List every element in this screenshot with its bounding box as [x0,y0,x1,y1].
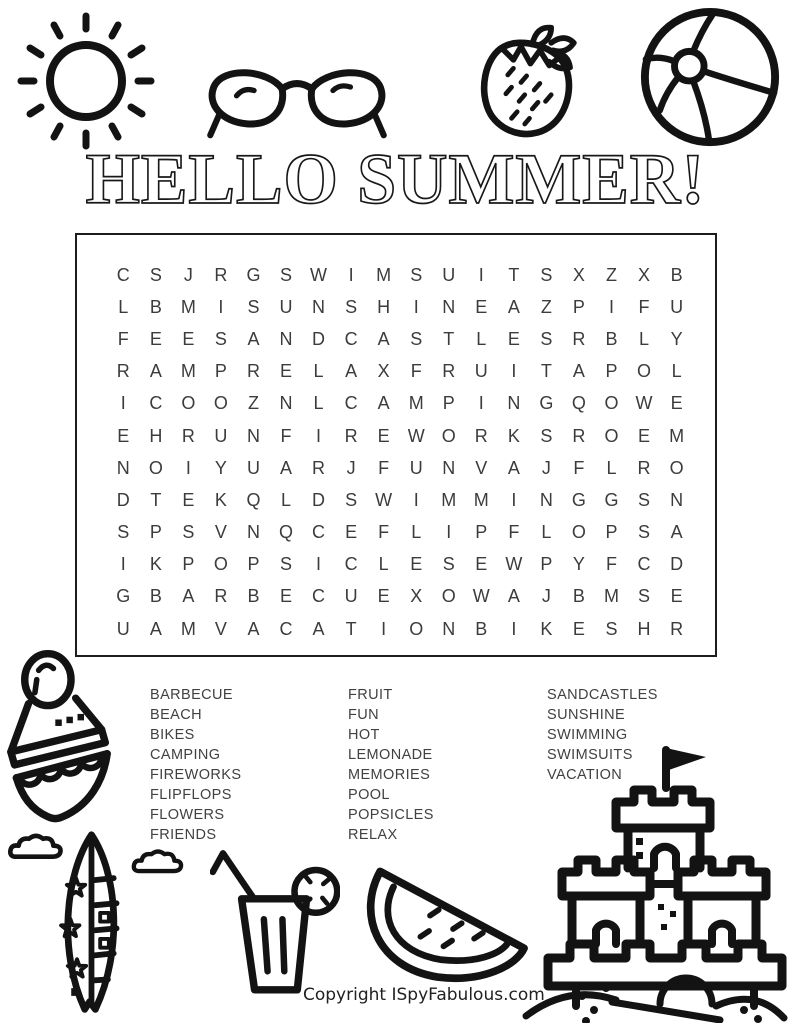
grid-letter: K [214,489,227,510]
word-item: SANDCASTLES [547,687,658,703]
grid-letter: F [605,554,617,575]
grid-letter: E [149,328,162,349]
grid-letter: Y [214,457,227,478]
grid-letter: L [313,361,324,382]
grid-letter: A [280,457,293,478]
grid-letter: W [472,586,490,607]
grid-letter: E [345,522,358,543]
grid-letter: F [638,296,650,317]
grid-letter: C [344,393,358,414]
grid-letter: O [181,393,196,414]
grid-letter: J [541,586,551,607]
word-item: RELAX [348,827,398,843]
grid-letter: G [571,489,586,510]
grid-letter: P [214,361,227,382]
grid-letter: O [213,554,228,575]
word-item: CAMPING [150,747,221,763]
word-item: FUN [348,707,380,723]
word-item: SWIMMING [547,727,628,743]
grid-letter: I [120,393,126,414]
grid-letter: Q [246,489,261,510]
grid-letter: N [442,457,456,478]
grid-letter: T [150,489,162,510]
grid-letter: W [505,554,523,575]
grid-letter: B [475,618,488,639]
grid-letter: U [116,618,130,639]
grid-letter: I [381,618,387,639]
grid-letter: I [446,522,452,543]
grid-letter: G [116,586,131,607]
watermelon-icon [353,858,531,1002]
grid-letter: P [182,554,195,575]
grid-letter: U [344,586,358,607]
grid-letter: A [572,361,585,382]
grid-letter: E [475,296,488,317]
word-item: FLIPFLOPS [150,787,232,803]
grid-letter: A [507,586,520,607]
grid-letter: J [346,457,356,478]
grid-letter: S [280,264,293,285]
grid-letter: C [344,554,358,575]
grid-letter: C [116,264,130,285]
grid-letter: L [671,361,682,382]
grid-letter: C [312,586,326,607]
grid-letter: E [280,361,293,382]
grid-letter: E [377,586,390,607]
grid-letter: A [507,296,520,317]
grid-letter: E [475,554,488,575]
grid-letter: A [182,586,195,607]
word-item: BARBECUE [150,687,233,703]
grid-letter: D [670,554,684,575]
grid-letter: S [117,522,130,543]
grid-letter: F [508,522,520,543]
grid-letter: B [149,296,162,317]
grid-letter: F [280,425,292,446]
grid-letter: B [605,328,618,349]
grid-letter: D [116,489,130,510]
grid-letter: W [375,489,393,510]
grid-letter: J [183,264,193,285]
grid-letter: R [670,618,684,639]
grid-letter: Y [572,554,585,575]
grid-letter: I [316,425,322,446]
grid-letter: A [247,328,260,349]
grid-letter: I [511,618,517,639]
grid-letter: E [182,328,195,349]
grid-letter: A [149,618,162,639]
grid-letter: N [116,457,130,478]
grid-letter: X [638,264,651,285]
grid-letter: I [120,554,126,575]
grid-letter: U [214,425,228,446]
grid-letter: S [410,264,423,285]
grid-letter: L [313,393,324,414]
word-item: FIREWORKS [150,767,242,783]
grid-letter: A [507,457,520,478]
grid-letter: G [246,264,261,285]
grid-letter: F [378,457,390,478]
grid-letter: W [635,393,653,414]
word-item: HOT [348,727,380,743]
grid-letter: S [149,264,162,285]
grid-letter: U [409,457,423,478]
grid-letter: S [280,554,293,575]
word-item: FLOWERS [150,807,225,823]
grid-letter: R [246,361,260,382]
grid-letter: I [511,489,517,510]
grid-letter: L [411,522,422,543]
grid-letter: S [638,489,651,510]
grid-letter: N [442,618,456,639]
grid-letter: S [540,425,553,446]
grid-letter: R [116,361,130,382]
word-column [150,685,241,845]
word-item: BEACH [150,707,202,723]
grid-letter: K [540,618,553,639]
grid-letter: R [474,425,488,446]
grid-letter: E [670,393,683,414]
sun-icon [10,5,160,153]
grid-letter: R [214,264,228,285]
grid-letter: B [149,586,162,607]
grid-letter: O [571,522,586,543]
grid-letter: S [638,586,651,607]
grid-letter: U [474,361,488,382]
grid-letter: R [312,457,326,478]
grid-letter: U [442,264,456,285]
grid-letter: O [409,618,424,639]
grid-letter: N [279,328,293,349]
grid-letter: P [605,522,618,543]
grid-letter: O [441,425,456,446]
grid-letter: S [540,328,553,349]
surfboard-icon [50,828,132,1020]
word-search-grid [75,233,717,657]
grid-letter: T [345,618,357,639]
grid-letter: I [316,554,322,575]
letter-grid [107,259,693,645]
word-item: VACATION [547,767,623,783]
grid-letter: I [478,393,484,414]
grid-letter: P [442,393,455,414]
grid-letter: C [149,393,163,414]
grid-letter: K [149,554,162,575]
grid-letter: G [604,489,619,510]
grid-letter: E [507,328,520,349]
grid-letter: C [312,522,326,543]
grid-letter: H [637,618,651,639]
grid-letter: S [605,618,618,639]
grid-letter: F [573,457,585,478]
grid-letter: A [312,618,325,639]
grid-letter: S [638,522,651,543]
grid-letter: L [639,328,650,349]
grid-letter: E [410,554,423,575]
word-item: SUNSHINE [547,707,626,723]
grid-letter: S [442,554,455,575]
grid-letter: N [670,489,684,510]
grid-letter: I [348,264,354,285]
grid-letter: V [214,618,227,639]
grid-letter: U [279,296,293,317]
grid-letter: A [149,361,162,382]
grid-letter: G [539,393,554,414]
grid-letter: E [182,489,195,510]
word-item: SWIMSUITS [547,747,633,763]
grid-letter: M [180,361,196,382]
grid-letter: N [539,489,553,510]
grid-letter: F [378,522,390,543]
grid-letter: S [214,328,227,349]
grid-letter: N [312,296,326,317]
grid-letter: P [149,522,162,543]
word-item: MEMORIES [348,767,431,783]
grid-letter: T [508,264,520,285]
grid-letter: S [540,264,553,285]
word-item: POPSICLES [348,807,434,823]
word-item: POOL [348,787,390,803]
grid-letter: M [180,296,196,317]
grid-letter: M [180,618,196,639]
grid-letter: B [670,264,683,285]
grid-letter: E [280,586,293,607]
grid-letter: Y [670,328,683,349]
grid-letter: B [247,586,260,607]
grid-letter: Q [279,522,294,543]
grid-letter: F [117,328,129,349]
grid-letter: C [344,328,358,349]
grid-letter: Z [540,296,552,317]
grid-letter: E [670,586,683,607]
grid-letter: T [540,361,552,382]
grid-letter: P [605,361,618,382]
page-title: HELLO SUMMER! [85,139,706,219]
grid-letter: O [637,361,652,382]
grid-letter: Z [247,393,259,414]
grid-letter: O [604,425,619,446]
grid-letter: H [149,425,163,446]
word-item: BIKES [150,727,195,743]
grid-letter: B [572,586,585,607]
grid-letter: R [637,457,651,478]
grid-letter: L [118,296,129,317]
grid-letter: V [475,457,488,478]
grid-letter: I [413,489,419,510]
grid-letter: R [214,586,228,607]
cloud-icon [128,846,188,876]
grid-letter: D [312,489,326,510]
grid-letter: Q [571,393,586,414]
grid-letter: M [473,489,489,510]
grid-letter: E [572,618,585,639]
grid-letter: M [408,393,424,414]
grid-letter: J [541,457,551,478]
grid-letter: L [281,489,292,510]
copyright-text: Copyright ISpyFabulous.com [303,985,545,1005]
grid-letter: W [407,425,425,446]
grid-letter: C [279,618,293,639]
grid-letter: E [117,425,130,446]
grid-letter: V [214,522,227,543]
grid-letter: R [344,425,358,446]
grid-letter: S [247,296,260,317]
grid-letter: D [312,328,326,349]
grid-letter: O [669,457,684,478]
grid-letter: T [443,328,455,349]
grid-letter: I [478,264,484,285]
grid-letter: W [310,264,328,285]
grid-letter: K [507,425,520,446]
grid-letter: P [475,522,488,543]
grid-letter: N [442,296,456,317]
grid-letter: I [608,296,614,317]
grid-letter: I [511,361,517,382]
grid-letter: A [670,522,683,543]
grid-letter: P [540,554,553,575]
grid-letter: U [670,296,684,317]
grid-letter: M [441,489,457,510]
grid-letter: I [185,457,191,478]
grid-letter: I [218,296,224,317]
grid-letter: R [572,425,586,446]
beach-ball-icon [636,4,784,152]
grid-letter: S [345,296,358,317]
grid-letter: O [148,457,163,478]
grid-letter: L [606,457,617,478]
strawberry-icon [470,18,588,146]
grid-letter: X [572,264,585,285]
grid-letter: A [247,618,260,639]
grid-letter: P [247,554,260,575]
grid-letter: U [246,457,260,478]
word-column [348,685,434,845]
word-item: FRIENDS [150,827,217,843]
grid-letter: H [377,296,391,317]
grid-letter: L [541,522,552,543]
grid-letter: C [637,554,651,575]
grid-letter: P [572,296,585,317]
bikini-icon [2,650,116,826]
word-item: FRUIT [348,687,393,703]
grid-letter: O [604,393,619,414]
grid-letter: S [345,489,358,510]
sunglasses-icon [203,52,391,144]
sandcastle-icon [520,738,790,1023]
grid-letter: S [182,522,195,543]
grid-letter: M [603,586,619,607]
grid-letter: A [377,393,390,414]
grid-letter: I [413,296,419,317]
grid-letter: L [378,554,389,575]
grid-letter: R [572,328,586,349]
grid-letter: O [441,586,456,607]
grid-letter: L [476,328,487,349]
word-item: LEMONADE [348,747,433,763]
grid-letter: R [442,361,456,382]
grid-letter: X [410,586,423,607]
grid-letter: E [377,425,390,446]
lemonade-icon [210,840,340,1005]
grid-letter: R [181,425,195,446]
grid-letter: S [410,328,423,349]
grid-letter: A [377,328,390,349]
grid-letter: A [345,361,358,382]
grid-letter: N [246,522,260,543]
grid-letter: Z [605,264,617,285]
grid-letter: E [638,425,651,446]
grid-letter: N [507,393,521,414]
grid-letter: N [279,393,293,414]
grid-letter: N [246,425,260,446]
grid-letter: M [669,425,685,446]
grid-letter: O [213,393,228,414]
grid-letter: X [377,361,390,382]
grid-letter: M [376,264,392,285]
grid-letter: F [410,361,422,382]
